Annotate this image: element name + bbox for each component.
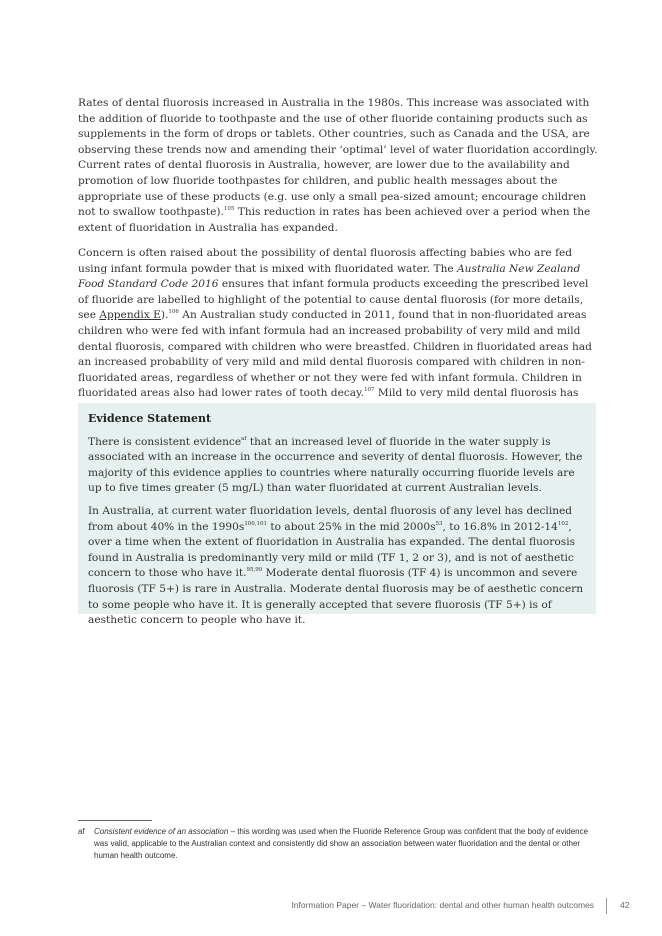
ref-106: 106: [168, 309, 179, 316]
evidence-statement-heading: Evidence Statement: [88, 412, 212, 425]
p2-text-d: An Australian study conducted in 2011, found that in non-fluoridated areas children who were fed with infant formula had an increased probability of very mild and mild dental fluorosis, compared with children who were breastfed. Children in fluoridated areas had an increased probability of very mild and mild dental fluorosis compared with children in non-fluoridated areas, regardless of whether or not they were fed with infant formula. Children in fluoridated areas also had lower rates of tooth decay.: [78, 309, 592, 400]
p2-text-c: ).: [160, 309, 169, 322]
evidence-p2-text-c: , to 16.8% in 2012-14: [442, 520, 558, 533]
paragraph-fluorosis-rates: [78, 96, 598, 243]
page-number: 42: [620, 900, 630, 910]
ref-105: 105: [223, 206, 235, 213]
footnote-af: [78, 826, 598, 862]
evidence-p2-text-e: Moderate dental fluorosis (TF 4) is uncommon and severe fluorosis (TF 5+) is rare in Australia. Moderate dental fluorosis may be of aesthetic concern to some people who have it. It is generally accepted that severe fluorosis (TF 5+) is of aesthetic concern to people who have it.: [88, 567, 584, 627]
evidence-p2-text-d: , over a time when the extent of fluoridation in Australia has expanded. The dental fluorosis found in Australia is predominantly very mild or mild (TF 1, 2 or 3), and is not of aesthetic concern to those who have it.: [88, 520, 576, 580]
p2-text-b: ensures that infant formula products exceeding the prescribed level of fluoride are labelled to highlight of the potential to cause dental fluorosis (for more details, see: [78, 278, 589, 322]
ref-95-99: 95,99: [246, 567, 263, 574]
page-footer: [0, 898, 662, 914]
footer-document-title: Information Paper – Water fluoridation: dental and other human health outcomes: [291, 900, 594, 910]
evidence-p1-text-b: that an increased level of fluoride in the water supply is associated with an increase in the occurrence and severity of dental fluorosis. However, the majority of this evidence applies to countries where naturally occurring fluoride levels are up to five times greater (5 mg/L) than water fluoridated at current Australian levels.: [88, 435, 583, 495]
footnote-text: – this wording was used when the Fluoride Reference Group was confident that the body of evidence was valid, applicable to the Australian context and consistently did show an association between water fluoridation and the dental or other human health outcome.: [94, 827, 589, 860]
p2-text-a: Concern is often raised about the possibility of dental fluorosis affecting babies who are fed using infant formula powder that is mixed with fluoridated water. The: [78, 247, 573, 275]
p1-text-b: This reduction in rates has been achieved over a period when the extent of fluoridation in Australia has expanded.: [78, 206, 591, 234]
food-standard-code-title: Australia New Zealand Food Standard Code 2016: [78, 262, 581, 291]
paragraph-infant-formula: [78, 246, 598, 425]
p1-text-a: Rates of dental fluorosis increased in Australia in the 1980s. This increase was associated with the addition of fluoride to toothpaste and the use of other fluoride containing products such as supplements in the form of drops or tablets. Other countries, such as Canada and the USA, are observing these trends now and amending their ‘optimal’ level of water fluoridation accordingly. Current rates of dental fluorosis in Australia, however, are lower due to the availability and promotion of low fluoride toothpastes for children, and public health messages about the appropriate use of these products (e.g. use only a small pea-sized amount; encourage children not to swallow toothpaste).: [78, 97, 598, 219]
ref-102: 102: [557, 520, 569, 527]
evidence-p2-text-a: In Australia, at current water fluoridation levels, dental fluorosis of any level has declined from about 40% in the 1990s: [88, 504, 573, 533]
footnote-divider: [78, 820, 152, 821]
footer-divider: [606, 898, 607, 914]
ref-100-101: 100,101: [244, 520, 268, 527]
evidence-statement-box: [78, 403, 596, 627]
evidence-paragraph-1: [88, 435, 584, 497]
footnote-mark: af: [78, 827, 85, 836]
evidence-p2-text-b: to about 25% in the mid 2000s: [267, 520, 436, 533]
p2-text-e: Mild to very mild dental fluorosis has: [377, 387, 579, 400]
ref-53: 53: [435, 520, 443, 527]
appendix-e-link[interactable]: Appendix E: [99, 309, 161, 322]
footnote-title: Consistent evidence of an association: [94, 827, 229, 836]
ref-107: 107: [364, 387, 375, 394]
footnote-ref-af[interactable]: af: [241, 435, 247, 442]
evidence-paragraph-2: [88, 504, 584, 629]
evidence-p1-text-a: There is consistent evidence: [88, 435, 242, 448]
